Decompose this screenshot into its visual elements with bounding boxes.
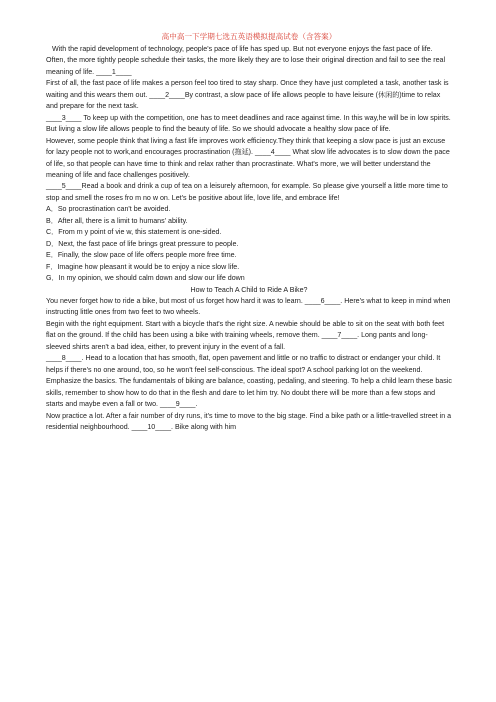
section-title: How to Teach A Child to Ride A Bike?	[190, 285, 308, 294]
paragraph: ____3____ To keep up with the competition, one has to meet deadlines and race against time. In this way,he will be in low spirits. But living a slow life allows people to find the beauty of life. So we should advocate a healthy slow pace of life.	[46, 113, 451, 134]
page-title: 高中高一下学期七选五英语模拟提高试卷（含答案）	[161, 32, 337, 41]
paragraph: Begin with the right equipment. Start with a bicycle that's the right size. A newbie should be able to sit on the seat with both feet flat on the ground. If the child has been using a bike with training wheels, remove them. ____7____. Long pants and long-sleeved shirts aren't a bad idea, either, to prevent injury in the event of a fall.	[46, 319, 445, 351]
paragraph: However, some people think that living a fast life improves work efficiency.They think that keeping a slow pace is just an excuse for lazy people not to work,and encourages procrastination (拖延). ____4____ What slow life advocates is to slow down the pace of life, so that people can have time to think and relax rather than procrastinate. What's more, we will better understand the meaning of life and face challenges positively.	[46, 136, 450, 179]
option-a: A．So procrastination can't be avoided.	[46, 205, 171, 214]
paragraph: Now practice a lot. After a fair number of dry runs, it's time to move to the big stage. Find a bike path or a little-travelled street in a residential neighbourhood. ____10____. Bike along with him	[46, 411, 452, 431]
option-d: D．Next, the fast pace of life brings great pressure to people.	[46, 239, 239, 248]
paragraph: With the rapid development of technology, people's pace of life has sped up. But not everyone enjoys the fast pace of life. Often, the more tightly people schedule their tasks, the more likely they are to lose their original direction and fail to see the real meaning of life. ____1____	[46, 45, 446, 76]
paragraph: Emphasize the basics. The fundamentals of biking are balance, coasting, pedaling, and steering. To help a child learn these basic skills, remember to show how to do that in the flesh and dare to let him try. No doubt there will be more than a few stops and starts and maybe even a fall or two. ____9____.	[46, 377, 452, 409]
option-e: E．Finally, the slow pace of life offers people more free time.	[46, 251, 237, 260]
paragraph: First of all, the fast pace of life makes a person feel too tired to stay sharp. Once they have just completed a task, another task is waiting and this wears them out. ____2____By contrast, a slow pace of life allows people to have leisure (休闲的)time to relax and prepare for the next task.	[46, 79, 449, 111]
option-b: B．After all, there is a limit to humans' ability.	[46, 216, 188, 225]
paragraph: ____5____Read a book and drink a cup of tea on a leisurely afternoon, for example. So please give yourself a little more time to stop and smell the roses fro m no w on. Let's be positive about life, love life, and embrace life!	[46, 182, 448, 202]
paragraph: You never forget how to ride a bike, but most of us forget how hard it was to learn. ____6____. Here's what to keep in mind when instructing little ones from two feet to two wheels.	[46, 296, 451, 317]
option-f: F．Imagine how pleasant it would be to enjoy a nice slow life.	[46, 262, 240, 271]
paragraph: ____8____. Head to a location that has smooth, flat, open pavement and little or no traffic to distract or endanger your child. It helps if there's no one around, too, so he won't feel self-conscious. The ideal spot? A school parking lot on the weekend.	[46, 354, 441, 374]
option-c: C．From m y point of vie w, this statement is one-sided.	[46, 228, 222, 237]
option-g: G．In my opinion, we should calm down and slow our life down	[46, 274, 245, 283]
